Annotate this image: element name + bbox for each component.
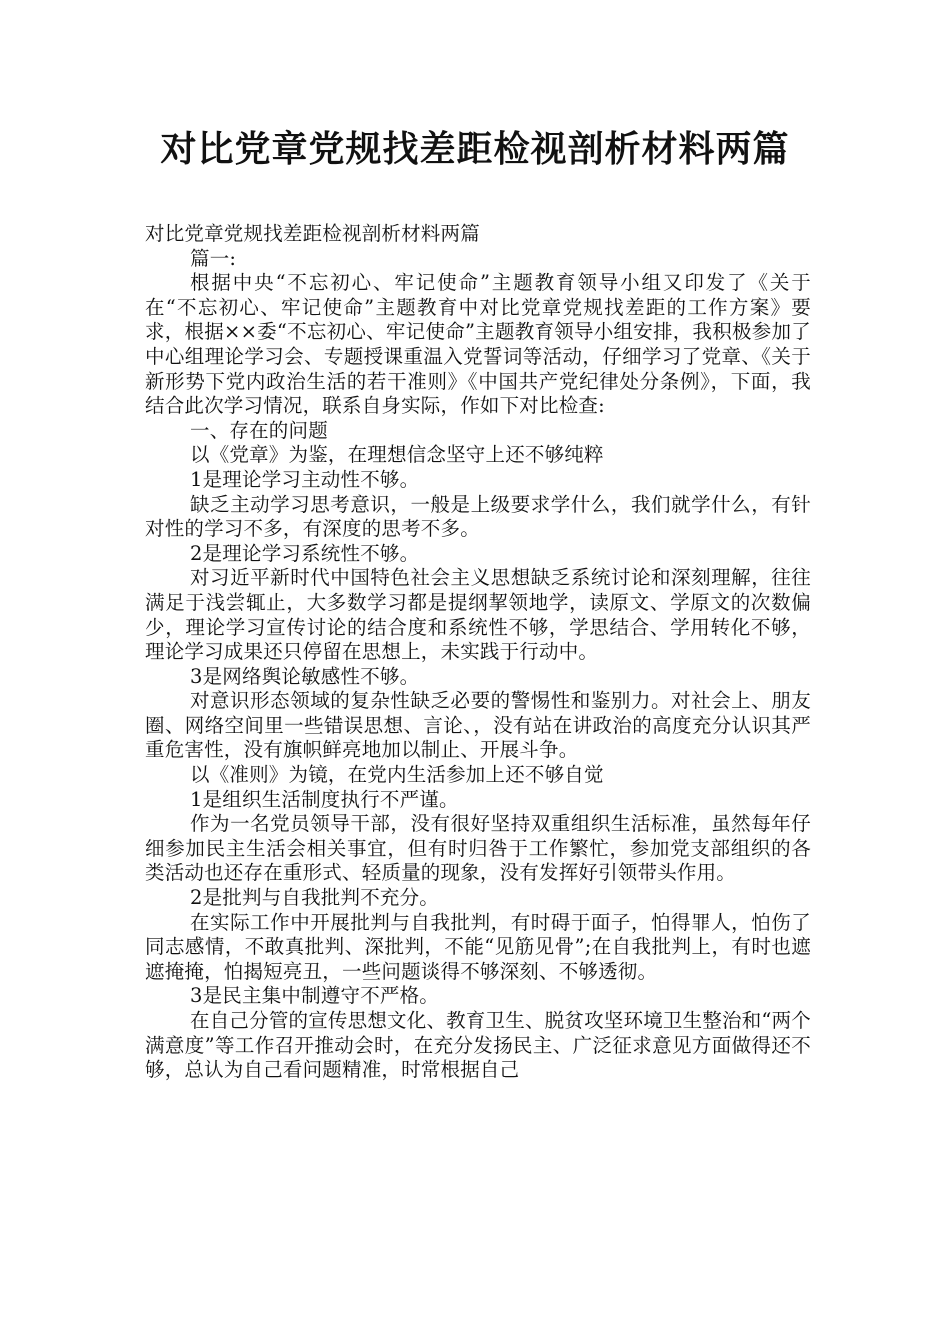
body-paragraph: 1是理论学习主动性不够。 <box>190 467 420 491</box>
body-paragraph: 3是网络舆论敏感性不够。 <box>190 664 420 688</box>
body-paragraph: 篇一: <box>190 246 237 270</box>
body-paragraph: 以《准则》为镜，在党内生活参加上还不够自觉 <box>190 763 604 787</box>
body-paragraph: 对意识形态领域的复杂性缺乏必要的警惕性和鉴别力。对社会上、朋友圈、网络空间里一些错误思想、言论、，没有站在讲政治的高度充分认识其严重危害性，没有旗帜鲜亮地加以制止、开展斗争。 <box>145 689 811 762</box>
body-paragraph: 在实际工作中开展批判与自我批判，有时碍于面子，怕得罪人，怕伤了同志感情，不敢真批判、深批判，不能“见筋见骨”;在自我批判上，有时也遮遮掩掩，怕揭短亮丑，一些问题谈得不够深刻、不够透彻。 <box>145 910 811 983</box>
body-paragraph: 1是组织生活制度执行不严谨。 <box>190 787 459 811</box>
document-title: 对比党章党规找差距检视剖析材料两篇 <box>160 129 790 170</box>
body-paragraph: 3是民主集中制遵守不严格。 <box>190 984 440 1008</box>
body-paragraph: 根据中央“不忘初心、牢记使命”主题教育领导小组又印发了《关于在“不忘初心、牢记使命”主题教育中对比党章党规找差距的工作方案》要求，根据××委“不忘初心、牢记使命”主题教育领导小组安排，我积极参加了中心组理论学习会、专题授课重温入党誓词等活动，仔细学习了党章、《关于新形势下党内政治生活的若干准则》《中国共产党纪律处分条例》，下面，我结合此次学习情况，联系自身实际，作如下对比检查: <box>145 271 811 418</box>
body-paragraph: 作为一名党员领导干部，没有很好坚持双重组织生活标准，虽然每年仔细参加民主生活会相关事宜，但有时归咎于工作繁忙，参加党支部组织的各类活动也还存在重形式、轻质量的现象，没有发挥好引领带头作用。 <box>145 812 811 885</box>
body-paragraph: 一、存在的问题 <box>190 418 328 442</box>
body-paragraph: 在自己分管的宣传思想文化、教育卫生、脱贫攻坚环境卫生整治和“两个满意度”等工作召开推动会时，在充分发扬民主、广泛征求意见方面做得还不够，总认为自己看问题精准，时常根据自己 <box>145 1009 811 1082</box>
body-paragraph: 2是理论学习系统性不够。 <box>190 541 420 565</box>
document-subtitle: 对比党章党规找差距检视剖析材料两篇 <box>145 222 480 245</box>
body-paragraph: 以《党章》为鉴，在理想信念坚守上还不够纯粹 <box>190 443 604 467</box>
body-paragraph: 对习近平新时代中国特色社会主义思想缺乏系统讨论和深刻理解，往往满足于浅尝辄止，大多数学习都是提纲挈领地学，读原文、学原文的次数偏少，理论学习宣传讨论的结合度和系统性不够，学思结合、学用转化不够，理论学习成果还只停留在思想上，未实践于行动中。 <box>145 566 811 664</box>
body-paragraph: 缺乏主动学习思考意识，一般是上级要求学什么，我们就学什么，有针对性的学习不多，有深度的思考不多。 <box>145 492 811 541</box>
body-paragraph: 2是批判与自我批判不充分。 <box>190 886 440 910</box>
document-body <box>145 222 811 1083</box>
